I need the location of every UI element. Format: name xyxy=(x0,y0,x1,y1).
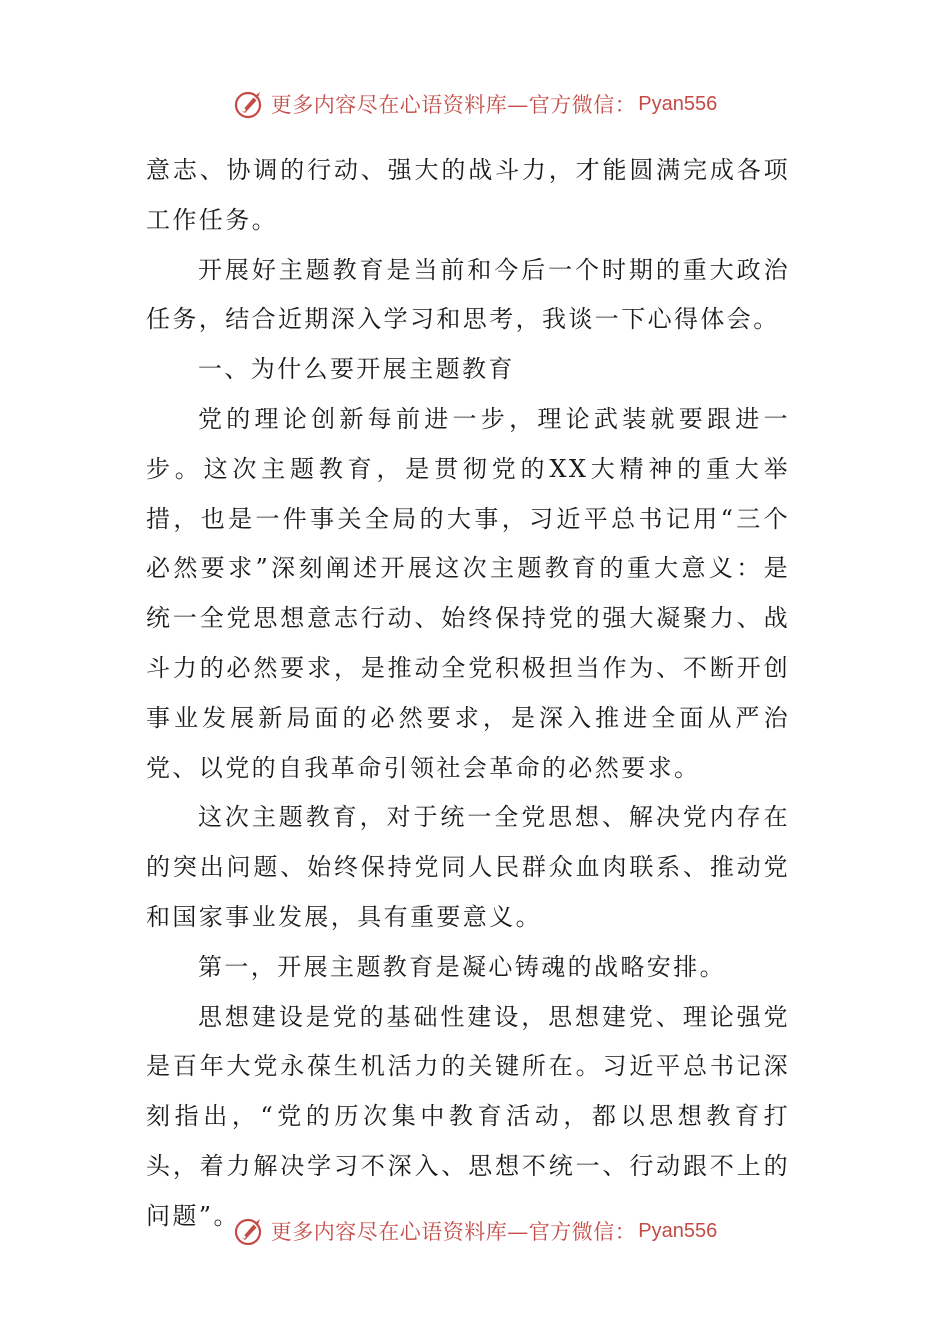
header-banner xyxy=(0,84,950,124)
pen-nib-logo-icon xyxy=(233,1214,267,1248)
paragraph: 思想建设是党的基础性建设，思想建党、理论强党是百年大党永葆生机活力的关键所在。习近平总书记深刻指出，“党的历次集中教育活动，都以思想教育打头，着力解决学习不深入、思想不统一、行动跟不上的问题”。 xyxy=(146,1002,790,1230)
document-body xyxy=(146,146,790,1242)
section-heading: 一、为什么要开展主题教育 xyxy=(198,355,515,384)
banner-text: 更多内容尽在心语资料库—官方微信： xyxy=(270,1220,637,1244)
wechat-id: Pyan556 xyxy=(638,92,718,115)
footer-banner xyxy=(0,1211,950,1251)
paragraph: 开展好主题教育是当前和今后一个时期的重大政治任务，结合近期深入学习和思考，我谈一下心得体会。 xyxy=(146,255,790,334)
pen-nib-logo-icon xyxy=(233,87,267,121)
paragraph: 这次主题教育，对于统一全党思想、解决党内存在的突出问题、始终保持党同人民群众血肉联系、推动党和国家事业发展，具有重要意义。 xyxy=(146,803,790,931)
paragraph: 意志、协调的行动、强大的战斗力，才能圆满完成各项工作任务。 xyxy=(146,156,790,234)
wechat-id: Pyan556 xyxy=(638,1219,718,1242)
paragraph: 党的理论创新每前进一步，理论武装就要跟进一步。这次主题教育，是贯彻党的XX大精神的重大举措，也是一件事关全局的大事，习近平总书记用“三个必然要求”深刻阐述开展这次主题教育的重大意义：是统一全党思想意志行动、始终保持党的强大凝聚力、战斗力的必然要求，是推动全党积极担当作为、不断开创事业发展新局面的必然要求，是深入推进全面从严治党、以党的自我革命引领社会革命的必然要求。 xyxy=(146,404,790,782)
banner-text: 更多内容尽在心语资料库—官方微信： xyxy=(270,93,637,117)
subsection-heading: 第一，开展主题教育是凝心铸魂的战略安排。 xyxy=(198,952,726,981)
